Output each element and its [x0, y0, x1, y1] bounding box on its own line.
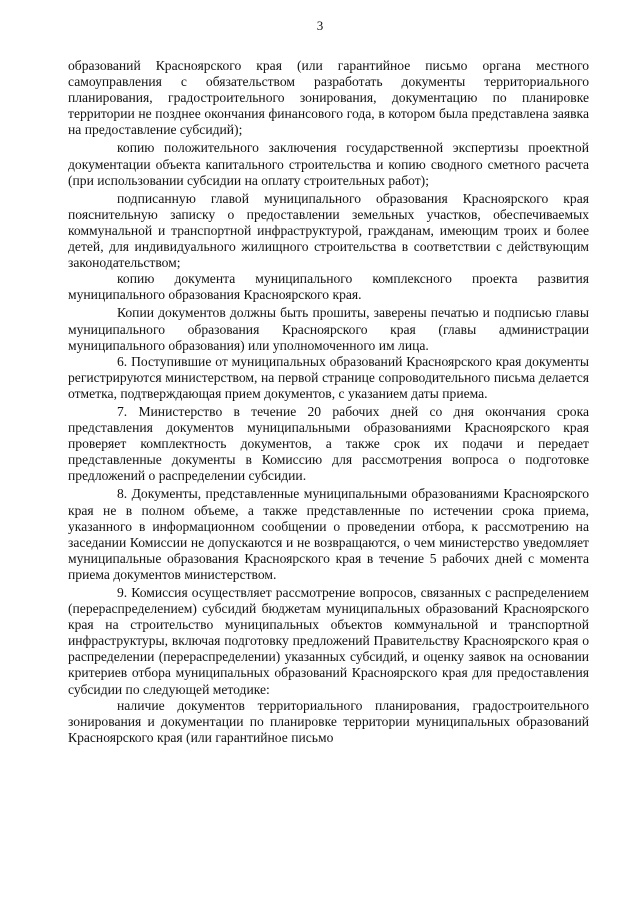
paragraph-explanatory-note: подписанную главой муниципального образования Красноярского края пояснительную записку о предоставлении земельных участков, обеспечиваемых коммунальной и транспортной инфраструктурой, гражданам, имеющим троих и более детей, для индивидуального жилищного строительства в соответствии с действующим законодательством; — [68, 190, 589, 271]
paragraph-continuation: образований Красноярского края (или гарантийное письмо органа местного самоуправления с обязательством разработать документы территориального планирования, градостроительного зонирования, документацию по планировке территории не позднее окончания финансового года, в котором была представлена заявка на предоставление субсидий); — [68, 58, 589, 138]
paragraph-item-9: 9. Комиссия осуществляет рассмотрение вопросов, связанных с распределением (перераспределением) субсидий бюджетам муниципальных образований Красноярского края на строительство муниципальных объектов коммунальной и транспортной инфраструктуры, включая подготовку предложений Правительству Красноярского края о распределении (перераспределении) указанных субсидий, и оценку заявок на основании критериев отбора муниципальных образований Красноярского края для предоставления субсидии по следующей методике: — [68, 585, 589, 697]
paragraph-development-project: копию документа муниципального комплексного проекта развития муниципального образования Красноярского края. — [68, 271, 589, 303]
paragraph-item-7: 7. Министерство в течение 20 рабочих дней со дня окончания срока представления документов муниципальными образованиями Красноярского края проверяет комплектность документов, а также срок их подачи и передает представленные документы в Комиссию для рассмотрения вопроса о подготовке предложений о распределении субсидии. — [68, 403, 589, 484]
page-number: 3 — [316, 18, 324, 33]
paragraph-document-copies: Копии документов должны быть прошиты, заверены печатью и подписью главы муниципального образования Красноярского края (главы администрации муниципального образования) или уполномоченного им лица. — [68, 305, 589, 353]
document-body — [68, 58, 589, 746]
paragraph-item-6: 6. Поступившие от муниципальных образований Красноярского края документы регистрируются министерством, на первой странице сопроводительного письма делается отметка, подтверждающая прием документов, с указанием даты приема. — [68, 353, 589, 401]
paragraph-item-8: 8. Документы, представленные муниципальными образованиями Красноярского края не в полном объеме, а также представленные по истечении срока приема, указанного в информационном сообщении о проведении отбора, к рассмотрению на заседании Комиссии не допускаются и не возвращаются, о чем министерство уведомляет муниципальные образования Красноярского края в течение 5 рабочих дней с момента приема документов министерством. — [68, 486, 589, 582]
paragraph-expertise-copy: копию положительного заключения государственной экспертизы проектной документации объекта капитального строительства и копию сводного сметного расчета (при использовании субсидии на оплату строительных работ); — [68, 140, 589, 188]
paragraph-planning-documents: наличие документов территориального планирования, градостроительного зонирования и документации по планировке территории муниципальных образований Красноярского края (или гарантийное письмо — [68, 697, 589, 745]
